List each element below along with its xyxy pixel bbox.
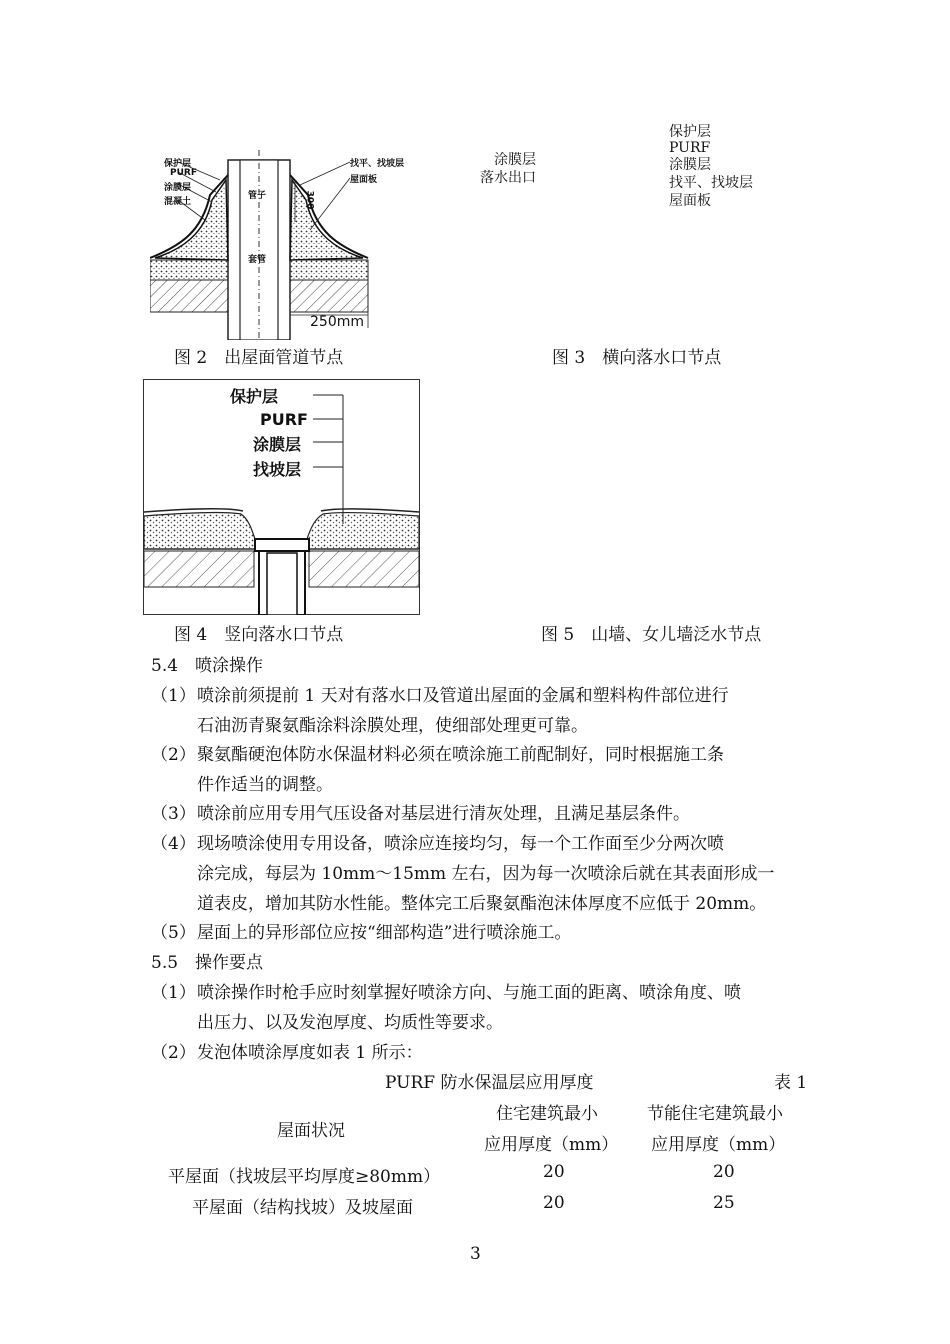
fig2-label-concrete: 混凝土 — [164, 197, 192, 207]
sec54-item-1 — [151, 681, 729, 706]
table-label: 表 1 — [774, 1073, 808, 1093]
table-cell-r2-c3: 25 — [713, 1193, 735, 1213]
table-header-roof-condition: 屋面状况 — [277, 1121, 345, 1141]
fig2-label-pipe: 管子 — [248, 191, 267, 201]
item-number: （2） — [151, 1043, 196, 1063]
sec55-item-2 — [151, 1038, 423, 1063]
item-number: （1） — [151, 686, 196, 706]
fig3-text-purf: PURF — [669, 140, 711, 156]
fig2-label-purf: PURF — [170, 168, 197, 178]
item-text-cont: 石油沥青聚氨酯涂料涂膜处理，使细部处理更可靠。 — [197, 716, 588, 736]
fig2-label-protection: 保护层 — [164, 159, 192, 169]
item-text: 发泡体喷涂厚度如表 1 所示： — [197, 1043, 423, 1063]
item-text-cont: 涂完成，每层为 10mm～15mm 左右，因为每一次喷涂后就在其表面形成一 — [197, 864, 775, 884]
fig4-label-coating: 涂膜层 — [253, 435, 302, 454]
item-text-cont: 出压力、以及发泡厚度、均质性等要求。 — [197, 1013, 503, 1033]
item-number: （2） — [151, 745, 196, 765]
item-number: （4） — [151, 834, 196, 854]
fig2-label-coating: 涂膜层 — [164, 183, 192, 193]
fig3-text-protection: 保护层 — [669, 124, 711, 140]
item-text-cont: 件作适当的调整。 — [197, 775, 333, 795]
table-header-energy-2: 应用厚度（mm） — [651, 1135, 786, 1155]
fig3-text-coating-r: 涂膜层 — [669, 157, 711, 173]
table-cell-r2-c1: 平屋面（结构找坡）及坡屋面 — [192, 1198, 413, 1218]
fig3-caption: 图 3 横向落水口节点 — [552, 348, 722, 368]
table-header-energy-1: 节能住宅建筑最小 — [647, 1104, 783, 1124]
fig2-label-sleeve: 套管 — [248, 255, 267, 265]
sec54-item-5 — [151, 918, 571, 943]
item-text: 聚氨酯硬泡体防水保温材料必须在喷涂施工前配制好，同时根据施工条 — [197, 745, 724, 765]
fig2-dim-horizontal: 250mm — [310, 314, 364, 330]
fig2-dim-vertical: 300 — [304, 190, 315, 210]
fig4-label-protection: 保护层 — [230, 387, 279, 406]
pipe-penetration-diagram — [150, 150, 430, 340]
item-text: 喷涂操作时枪手应时刻掌握好喷涂方向、与施工面的距离、喷涂角度、喷 — [197, 983, 741, 1003]
sec54-item-2 — [151, 740, 724, 765]
table-header-residential-1: 住宅建筑最小 — [496, 1104, 598, 1124]
item-text: 喷涂前须提前 1 天对有落水口及管道出屋面的金属和塑料构件部位进行 — [197, 686, 729, 706]
sec55-item-1 — [151, 978, 741, 1003]
fig2-label-roof-slab: 屋面板 — [350, 175, 378, 185]
table-cell-r1-c1: 平屋面（找坡层平均厚度≥80mm） — [168, 1167, 441, 1187]
table-cell-r1-c3: 20 — [713, 1162, 735, 1182]
figure-4 — [143, 379, 420, 615]
table-title: PURF 防水保温层应用厚度 — [385, 1073, 594, 1093]
item-text: 屋面上的异形部位应按“细部构造”进行喷涂施工。 — [197, 923, 572, 943]
figure-2 — [150, 150, 430, 340]
sec54-item-3 — [151, 799, 690, 824]
fig2-label-leveling: 找平、找坡层 — [350, 159, 405, 169]
item-text-cont: 道表皮，增加其防水性能。整体完工后聚氨酯泡沫体厚度不应低于 20mm。 — [197, 894, 767, 914]
table-cell-r1-c2: 20 — [543, 1162, 565, 1182]
fig4-caption: 图 4 竖向落水口节点 — [174, 625, 344, 645]
fig2-caption: 图 2 出屋面管道节点 — [174, 348, 344, 368]
sec54-item-4 — [151, 829, 724, 854]
section-5-5-heading: 5.5 操作要点 — [151, 953, 264, 973]
item-number: （1） — [151, 983, 196, 1003]
section-5-4-heading: 5.4 喷涂操作 — [151, 656, 264, 676]
item-text: 现场喷涂使用专用设备，喷涂应连接均匀，每一个工作面至少分两次喷 — [197, 834, 724, 854]
table-header-residential-2: 应用厚度（mm） — [484, 1135, 619, 1155]
fig3-text-leveling: 找平、找坡层 — [669, 175, 753, 191]
fig4-label-purf: PURF — [260, 410, 308, 429]
table-cell-r2-c2: 20 — [543, 1193, 565, 1213]
fig4-label-slope: 找坡层 — [253, 460, 302, 479]
fig3-text-roof-slab: 屋面板 — [669, 193, 711, 209]
item-text: 喷涂前应用专用气压设备对基层进行清灰处理，且满足基层条件。 — [197, 804, 690, 824]
fig3-text-outlet: 落水出口 — [480, 170, 536, 186]
page-number: 3 — [470, 1244, 481, 1264]
fig5-caption: 图 5 山墙、女儿墙泛水节点 — [541, 625, 762, 645]
item-number: （3） — [151, 804, 196, 824]
fig3-text-coating: 涂膜层 — [494, 152, 536, 168]
item-number: （5） — [151, 923, 196, 943]
